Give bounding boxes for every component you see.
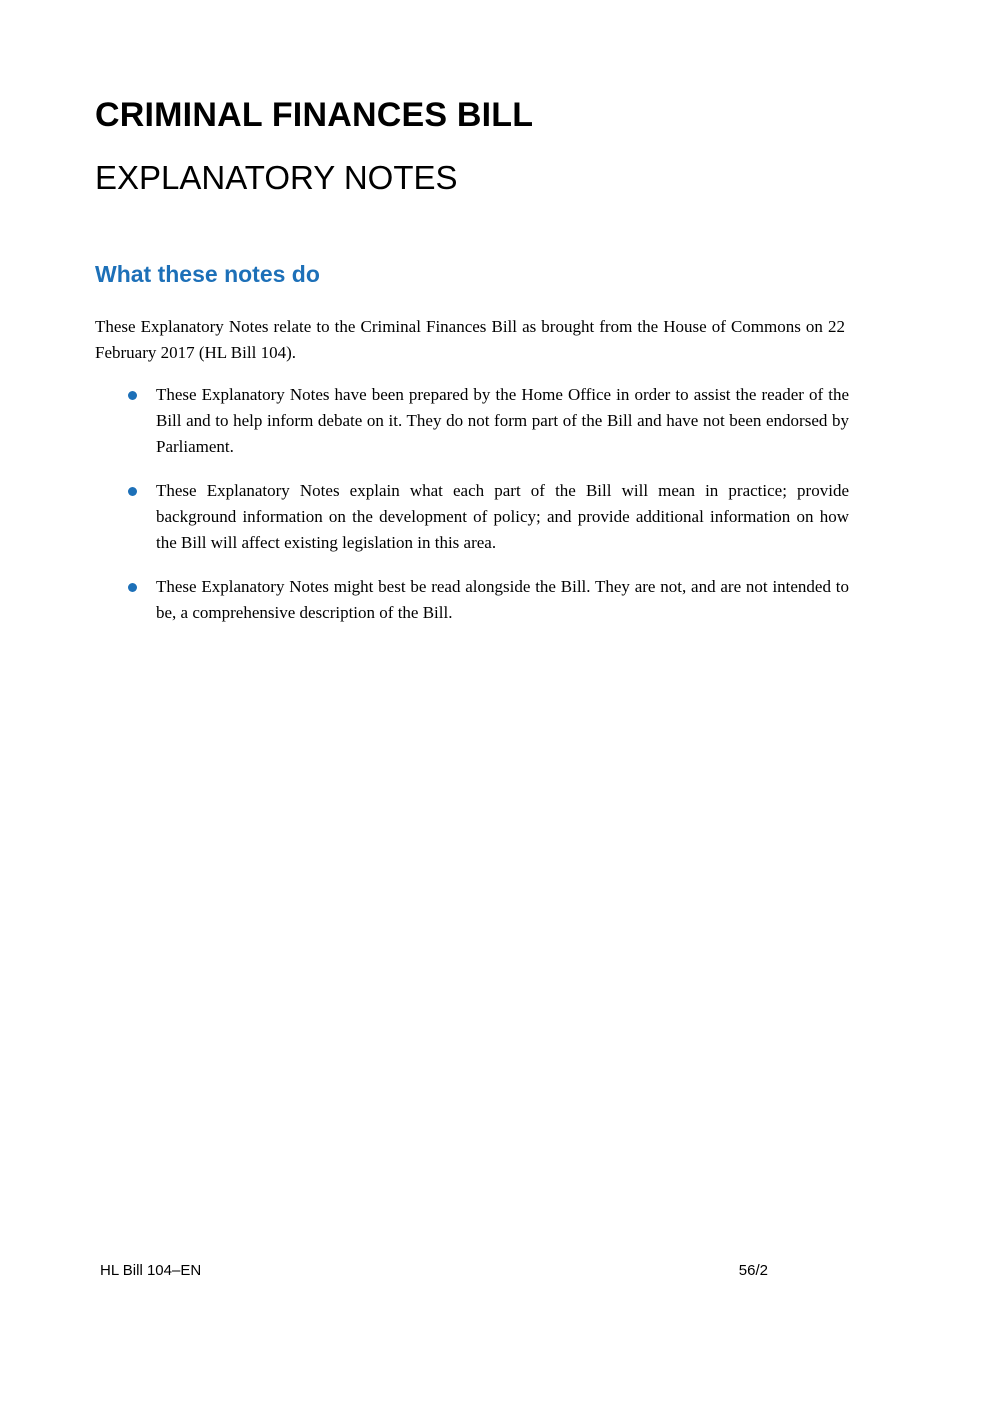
list-item xyxy=(95,574,896,626)
document-title: CRIMINAL FINANCES BILL xyxy=(95,96,534,134)
bullet-text: These Explanatory Notes might best be read alongside the Bill. They are not, and are not intended to be, a comprehensive description of the Bill. xyxy=(156,577,849,622)
bullet-text: These Explanatory Notes have been prepared by the Home Office in order to assist the reader of the Bill and to help inform debate on it. They do not form part of the Bill and have not been endorsed by Parliament. xyxy=(156,385,849,456)
bullet-icon xyxy=(128,583,137,592)
bullet-list xyxy=(95,382,896,626)
bullet-icon xyxy=(128,487,137,496)
section-heading: What these notes do xyxy=(95,261,320,287)
page-footer xyxy=(100,1262,896,1279)
bullet-icon xyxy=(128,391,137,400)
bullet-text: These Explanatory Notes explain what each part of the Bill will mean in practice; provide background information on the development of policy; and provide additional information on how the Bill will affect existing legislation in this area. xyxy=(156,481,849,552)
footer-bill-reference: HL Bill 104–EN xyxy=(100,1262,202,1279)
list-item xyxy=(95,382,896,460)
intro-paragraph: These Explanatory Notes relate to the Criminal Finances Bill as brought from the House of Commons on 22 February 2017 (HL Bill 104). xyxy=(95,317,845,362)
document-subtitle: EXPLANATORY NOTES xyxy=(95,159,458,196)
footer-page-number: 56/2 xyxy=(738,1262,768,1279)
list-item xyxy=(95,478,896,556)
page-content xyxy=(0,0,991,626)
